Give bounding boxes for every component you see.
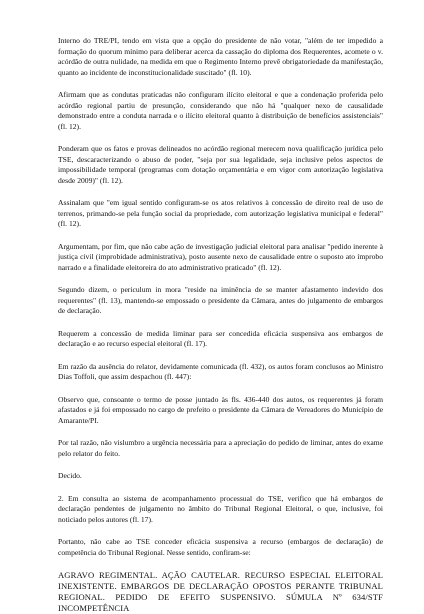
paragraph-consulta-sistema: 2. Em consulta ao sistema de acompanhamento processual do TSE, verifico que há embargos de declaração pendentes de julgamento no âmbito do Tribunal Regional Eleitoral, o que, inclusive, foi noticiado pelos autores (fl. 17).: [58, 493, 383, 524]
paragraph-interno-tre: Interno do TRE/PI, tendo em vista que a opção do presidente de não votar, "além de ter impedido a formação do quorum mínimo para deliberar acerca da cassação do diploma dos Requerentes, acomete o v. acórdão de outra nulidade, na medida em que o Regimento Interno prevê obrigatoriedade da manifestação, quanto ao incidente de inconstitucionalidade suscitado" (fl. 10).: [58, 36, 383, 77]
paragraph-assinalam: Assinalam que "em igual sentido configuram-se os atos relativos à concessão de direito real de uso de terrenos, primando-se pela função social da propriedade, com autorização legislativa municipal e federal" (fl. 12).: [58, 198, 383, 228]
paragraph-requerem: Requerem a concessão de medida liminar para ser concedida eficácia suspensiva aos embargos de declaração e ao recurso especial eleitoral (fl. 17).: [58, 328, 383, 348]
paragraph-por-tal-razao: Por tal razão, não vislumbro a urgência necessária para a apreciação do pedido de liminar, antes do exame pelo relator do feito.: [58, 438, 383, 458]
paragraph-afirmam: Afirmam que as condutas praticadas não configuram ilícito eleitoral e que a condenação proferida pelo acórdão regional partiu de presunção, considerando que não há "qualquer nexo de causalidade demonstrado entre a conduta narrada e o ilícito eleitoral quanto à distribuição de benefícios assistenciais" (fl. 12).: [58, 90, 383, 131]
paragraph-observo: Observo que, consoante o termo de posse juntado às fls. 436-440 dos autos, os requerentes já foram afastados e já foi empossado no cargo de prefeito o presidente da Câmara de Vereadores do Município de Amarante/PI.: [58, 394, 383, 425]
paragraph-ponderam: Ponderam que os fatos e provas delineados no acórdão regional merecem nova qualificação jurídica pelo TSE, descaracterizando o abuso de poder, "seja por sua legalidade, seja inclusive pelos aspectos de impossibilidade temporal (programas com dotação orçamentária e em vigor com autorização legislativa desde 2009)" (fl. 12).: [58, 144, 383, 185]
decido-heading: Decido.: [58, 471, 82, 480]
paragraph-periculum: Segundo dizem, o periculum in mora "reside na iminência de se manter afastamento indevido dos requerentes" (fl. 13), mantendo-se empossado o presidente da Câmara, antes do julgamento de embargos de declaração.: [58, 285, 383, 315]
paragraph-ausencia-relator: Em razão da ausência do relator, devidamente comunicada (fl. 432), os autos foram conclusos ao Ministro Dias Toffoli, que assim despachou (fl. 447):: [58, 361, 383, 381]
paragraph-argumentam: Argumentam, por fim, que não cabe ação de investigação judicial eleitoral para analisar "pedido inerente à justiça civil (improbidade administrativa), posto ausente nexo de causalidade entre o suposto ato ímprobo narrado e a finalidade eleitoreira do ato administrativo praticado" (fl. 12).: [58, 241, 383, 272]
document-body: [58, 36, 383, 614]
ementa-block: AGRAVO REGIMENTAL. AÇÃO CAUTELAR. RECURSO ESPECIAL ELEITORAL INEXISTENTE. EMBARGOS DE DECLARAÇÃO OPOSTOS PERANTE TRIBUNAL REGIONAL. PEDIDO DE EFEITO SUSPENSIVO. SÚMULA Nº 634/STF INCOMPETÊNCIA: [58, 570, 383, 613]
paragraph-portanto: Portanto, não cabe ao TSE conceder eficácia suspensiva a recurso (embargos de declaração) de competência do Tribunal Regional. Nesse sentido, confiram-se:: [58, 537, 383, 557]
